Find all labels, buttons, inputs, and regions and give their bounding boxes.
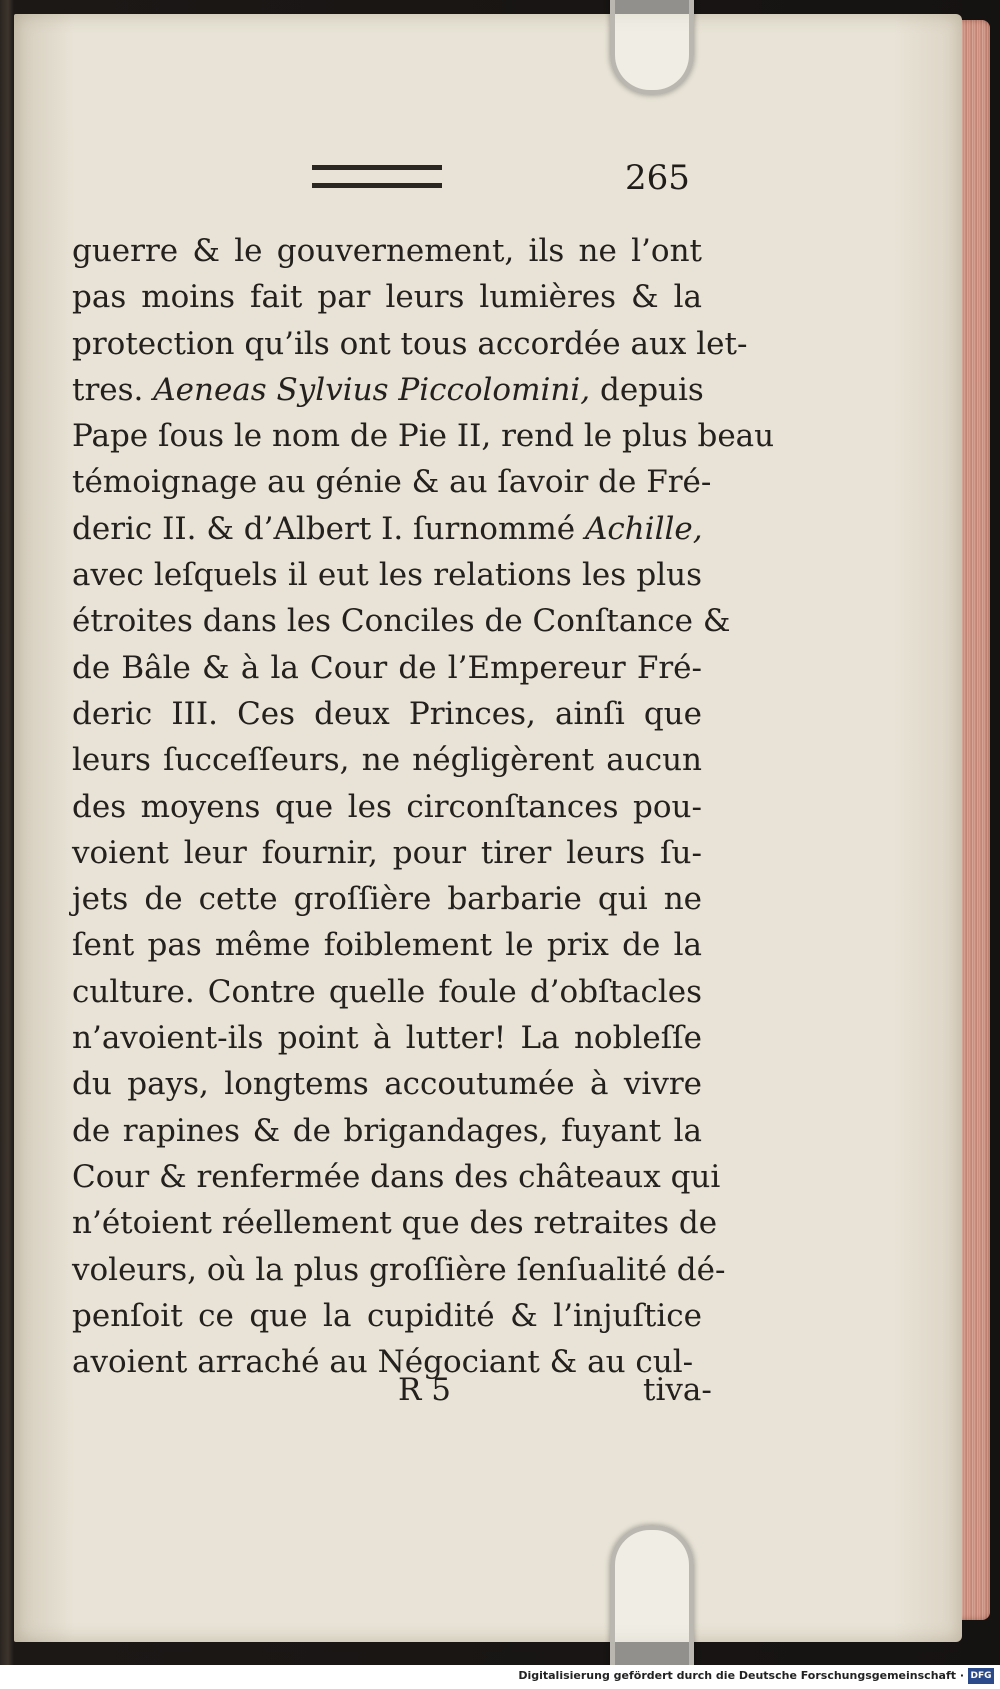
page-clip-bottom (610, 1525, 694, 1680)
text-segment: deric III. Ces deux Princes, ainſi que (72, 695, 702, 732)
text-segment: de rapines & de brigandages, fuyant la (72, 1112, 702, 1149)
italic-text: Achille, (584, 510, 703, 547)
text-line (72, 969, 702, 1015)
text-line (72, 413, 775, 459)
text-line (72, 552, 702, 598)
text-segment: étroites dans les Conciles de Conſtance & (72, 603, 731, 640)
text-line (72, 228, 702, 274)
body-text (72, 228, 775, 1385)
credit-text: Digitalisierung gefördert durch die Deutsche Forschungsgemeinschaft · (518, 1669, 964, 1682)
text-segment: protection qu’ils ont tous accordée aux let- (72, 325, 748, 362)
text-line (72, 459, 712, 505)
catchword: tiva- (643, 1372, 712, 1408)
text-segment: voient leur fournir, pour tirer leurs ſu- (72, 834, 702, 871)
italic-text: Aeneas Sylvius Piccolomini, (153, 371, 591, 408)
text-segment: voleurs, où la plus groſſière ſenſualité dé- (72, 1251, 726, 1288)
text-segment: tres. (72, 371, 154, 408)
text-line (72, 645, 702, 691)
page-number: 265 (625, 158, 690, 198)
text-line (72, 876, 702, 922)
text-line (72, 691, 702, 737)
text-line (72, 1247, 726, 1293)
text-line (72, 1061, 702, 1107)
text-segment: jets de cette groſſière barbarie qui ne (72, 881, 702, 918)
text-segment: témoignage au génie & au ſavoir de Fré- (72, 464, 712, 501)
text-segment: ſent pas même foiblement le prix de la (72, 927, 702, 964)
text-segment: n’étoient réellement que des retraites de (72, 1205, 718, 1242)
text-segment: pas moins fait par leurs lumières & la (72, 279, 702, 316)
text-line (72, 321, 748, 367)
text-line (72, 1200, 718, 1246)
text-segment: deric II. & d’Albert I. ſurnommé (72, 510, 585, 547)
text-line (72, 784, 702, 830)
text-line (72, 274, 702, 320)
text-line (72, 922, 702, 968)
text-segment: de Bâle & à la Cour de l’Empereur Fré- (72, 649, 702, 686)
credit-bar (0, 1665, 1000, 1689)
text-segment: avoient arraché au Négociant & au cul- (72, 1344, 694, 1381)
text-line (72, 367, 702, 413)
text-segment: Pape ſous le nom de Pie II, rend le plus beau (72, 418, 775, 455)
text-line (72, 506, 702, 552)
text-line (72, 1154, 721, 1200)
text-line (72, 1015, 702, 1061)
text-line (72, 737, 702, 783)
text-line (72, 830, 702, 876)
text-segment: avec leſquels il eut les relations les plus (72, 557, 702, 594)
text-line (72, 598, 731, 644)
text-segment: des moyens que les circonſtances pou- (72, 788, 702, 825)
text-line (72, 1293, 702, 1339)
text-segment: culture. Contre quelle foule d’obſtacles (72, 973, 702, 1010)
text-segment: penſoit ce que la cupidité & l’injuſtice (72, 1297, 702, 1334)
header-rule (312, 165, 442, 188)
text-segment: n’avoient-ils point à lutter! La nobleſſe (72, 1020, 702, 1057)
page-footer (0, 1372, 960, 1422)
text-line (72, 1108, 702, 1154)
text-segment: leurs ſucceſſeurs, ne négligèrent aucun (72, 742, 702, 779)
text-segment: Cour & renfermée dans des châteaux qui (72, 1158, 721, 1195)
signature-mark: R 5 (398, 1372, 451, 1408)
text-segment: du pays, longtems accoutumée à vivre (72, 1066, 702, 1103)
dfg-logo: DFG (968, 1668, 994, 1684)
text-segment: guerre & le gouvernement, ils ne l’ont (72, 233, 702, 269)
page-clip-top (610, 0, 694, 95)
text-segment: depuis (590, 371, 704, 408)
